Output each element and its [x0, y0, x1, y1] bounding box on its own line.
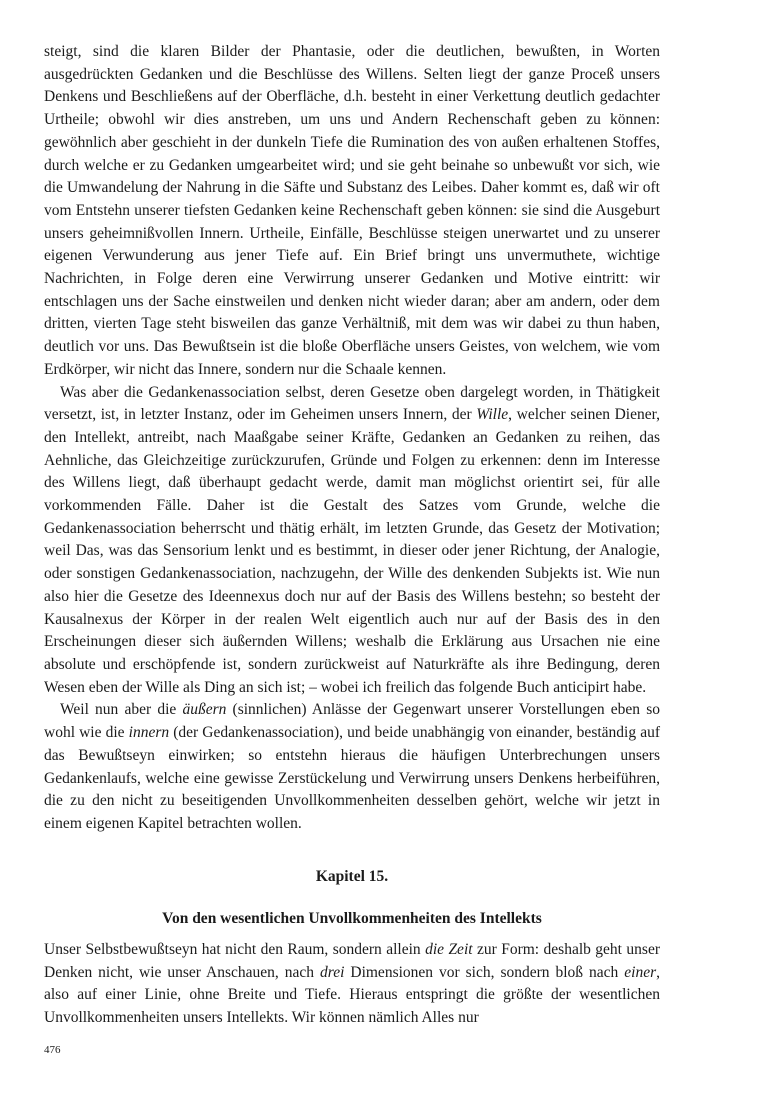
paragraph-2	[44, 382, 660, 700]
page-body	[44, 41, 660, 1030]
chapter-number: Kapitel 15.	[315, 867, 389, 885]
emphasis-einer: einer	[624, 963, 657, 981]
text-segment: (sinnlichen) Anlässe der Gegenwart unserer Vorstellungen eben so wohl wie die	[44, 701, 660, 742]
chapter-title: Von den wesentlichen Unvollkommenheiten des Intellekts	[162, 910, 542, 928]
text-segment: Unser Selbstbewußtseyn hat nicht den Raum, sondern allein	[44, 941, 426, 959]
paragraph-4	[44, 939, 660, 1030]
text-segment: (der Gedankenassociation), und beide unabhängig von einander, beständig auf das Bewußtseyn einwirken; so entstehn hieraus die häufigen Unterbrechungen unsers Gedankenlaufs, welche eine gewisse Zerstückelung und Verwirrung unsers Denkens herbeiführen, die zu den nicht zu beseitigenden Unvollkommenheiten desselben gehört, welche wir jetzt in einem eigenen Kapitel betrachten wollen.	[44, 724, 660, 832]
text-segment: , welcher seinen Diener, den Intellekt, antreibt, nach Maaßgabe seiner Kräfte, Gedanken an Gedanken zu reihen, das Aehnliche, das Gleichzeitige zurückzurufen, Gründe und Folgen zu erkennen: denn im Interesse des Willens liegt, daß überhaupt gedacht werde, damit man möglichst orientirt sei, für alle vorkommenden Fälle. Daher ist die Gestalt des Satzes vom Grunde, welche die Gedankenassociation beherrscht und thätig erhält, im letzten Grunde, das Gesetz der Motivation; weil Das, was das Sensorium lenkt und es bestimmt, in dieser oder jener Richtung, der Analogie, oder sonstigen Gedankenassociation, nachzugehn, der Wille des denkenden Subjekts ist. Wie nun also hier die Gesetze des Ideennexus doch nur auf der Basis des Willens bestehn; so besteht der Kausalnexus der Körper in der realen Welt eigentlich auch nur auf der Basis des in den Erscheinungen dieser sich äußernden Willens; weshalb die Erklärung aus Ursachen nie eine absolute und erschöpfende ist, sondern zurückweist auf Naturkräfte als ihre Bedingung, deren Wesen eben der Wille als Ding an sich ist; – wobei ich freilich das folgende Buch anticipirt habe.	[44, 406, 661, 696]
emphasis-innern: innern	[128, 724, 170, 742]
emphasis-drei: drei	[320, 963, 345, 981]
page-number: 476	[44, 1044, 61, 1056]
paragraph-3	[44, 699, 660, 835]
emphasis-aeussern: äußern	[182, 701, 227, 719]
text-segment: zur Form: deshalb geht unser Denken nicht, wie unser Anschauen, nach	[44, 941, 660, 981]
text-segment: , also auf einer Linie, ohne Breite und Tiefe. Hieraus entspringt die größte der wesentlichen Unvollkommenheiten unsers Intellekts. Wir können nämlich Alles nur	[44, 963, 660, 1027]
paragraph-1	[44, 41, 660, 382]
emphasis-die-zeit: die Zeit	[425, 941, 473, 959]
text-segment: steigt, sind die klaren Bilder der Phantasie, oder die deutlichen, bewußten, in Worten ausgedrückten Gedanken und die Beschlüsse des Willens. Selten liegt der ganze Proceß unsers Denkens und Beschließens auf der Oberfläche, d.h. besteht in einer Verkettung deutlich gedachter Urtheile; obwohl wir dies anstreben, um uns und Andern Rechenschaft geben zu können: gewöhnlich aber geschieht in der dunkeln Tiefe die Rumination des von außen erhaltenen Stoffes, durch welche er zu Gedanken umgearbeitet wird; und sie geht beinahe so unbewußt vor sich, wie die Umwandelung der Nahrung in die Säfte und Substanz des Leibes. Daher kommt es, daß wir oft vom Entstehn unserer tiefsten Gedanken keine Rechenschaft geben können: sie sind die Ausgeburt unsers geheimnißvollen Innern. Urtheile, Einfälle, Beschlüsse steigen unerwartet und zu unserer eigenen Verwunderung aus jener Tiefe auf. Ein Brief bringt uns unvermuthete, wichtige Nachrichten, in Folge deren eine Verwirrung unserer Gedanken und Motive eintritt: wir entschlagen uns der Sache einstweilen und denken nicht wieder daran; aber am andern, oder dem dritten, vierten Tage steht bisweilen das ganze Verhältniß, mit dem was wir dabei zu thun haben, deutlich vor uns. Das Bewußtsein ist die bloße Oberfläche unsers Geistes, von welchem, wie vom Erdkörper, wir nicht das Innere, sondern nur die Schaale kennen.	[44, 43, 660, 378]
text-segment: Dimensionen vor sich, sondern bloß nach	[344, 963, 625, 981]
text-segment: Was aber die Gedankenassociation selbst, deren Gesetze oben dargelegt worden, in Thätigkeit versetzt, ist, in letzter Instanz, oder im Geheimen unsers Innern, der	[44, 383, 660, 424]
emphasis-wille: Wille	[476, 406, 509, 424]
text-segment: Weil nun aber die	[60, 701, 183, 719]
